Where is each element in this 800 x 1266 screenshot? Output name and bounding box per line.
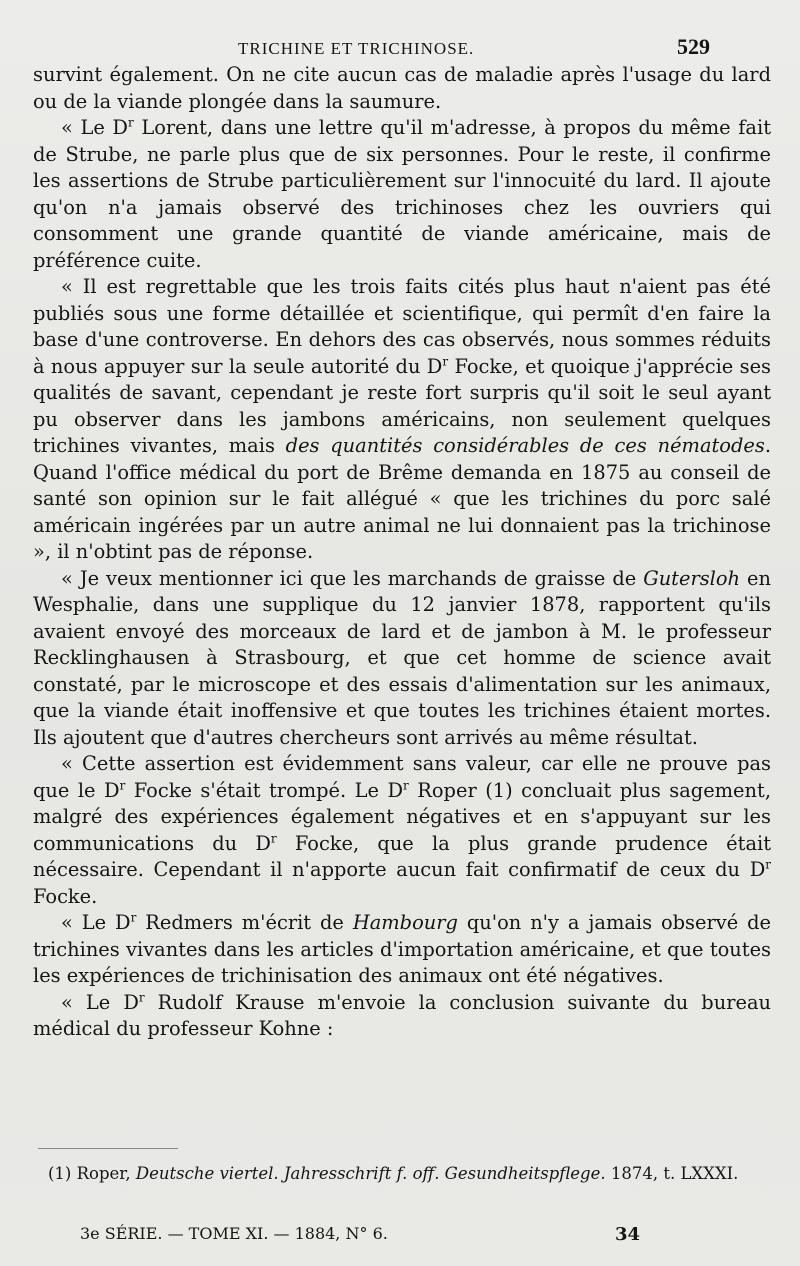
text-run: 1874, t. LXXXI. [605, 1164, 739, 1183]
superscript: r [403, 778, 409, 793]
superscript: r [119, 778, 126, 793]
body-text [33, 62, 771, 1043]
text-run: « Il est regrettable que les trois faits cités plus haut n'aient pas été publiés sous une forme détaillée et scientifique, qui permît d'en faire la base d'une controverse. En dehors des cas observés, nous sommes réduits à nous appuyer sur la seule autorité du D [33, 275, 771, 378]
footnote [48, 1163, 768, 1185]
footnote-rule [38, 1148, 178, 1149]
text-run: (1) Roper, [48, 1164, 136, 1183]
text-run: qu'on n'y a jamais observé de trichines vivantes dans les articles d'importation américaine, et que toutes les expériences de trichinisation des animaux ont été négatives. [33, 911, 771, 987]
text-run: . Quand l'office médical du port de Brême demanda en 1875 au conseil de santé son opinion sur le fait allégué « que les trichines du porc salé américain ingérées par un autre animal ne lui donnaient pas la trichinose », il n'obtint pas de réponse. [33, 434, 771, 563]
italic-text: Deutsche viertel. Jahresschrift f. off. Gesundheitspflege. [135, 1164, 606, 1183]
text-run: Focke s'était trompé. Le D [125, 778, 404, 802]
signature-line [80, 1224, 740, 1245]
superscript: r [138, 990, 145, 1005]
superscript: r [130, 910, 137, 925]
superscript: r [442, 354, 449, 369]
superscript: r [270, 831, 277, 846]
text-run: en Wesphalie, dans une supplique du 12 janvier 1878, rapportent qu'ils avaient envoyé des morceaux de lard et de jambon à M. le professeur Recklinghausen à Strasbourg, et que cet homme de science avait constaté, par le microscope et des essais d'alimentation sur les animaux, que la viande était inoffensive et que toutes les trichines étaient mortes. Ils ajoutent que d'autres chercheurs sont arrivés au même résultat. [33, 566, 771, 749]
text-run: Redmers m'écrit de [136, 911, 353, 934]
paragraph [33, 115, 771, 274]
paragraph [33, 62, 771, 115]
text-run: « Le D [61, 990, 139, 1014]
italic-text: des quantités considérables de ces nématodes [285, 434, 765, 457]
italic-text: Hambourg [352, 911, 458, 934]
paragraph [33, 274, 771, 566]
paragraph [33, 990, 771, 1043]
sheet-number: 34 [614, 1224, 640, 1245]
text-run: « Cette assertion est évidemment sans valeur, car elle ne prouve pas que le D [33, 752, 771, 802]
running-head [38, 34, 710, 60]
signature-text: 3e SÉRIE. — TOME XI. — 1884, N° 6. [80, 1224, 388, 1243]
text-run: « Je veux mentionner ici que les marchands de graisse de [61, 566, 644, 590]
text-run: « Le D [61, 911, 131, 934]
page-number: 529 [677, 34, 710, 59]
text-run: Focke. [33, 884, 98, 908]
text-run: survint également. On ne cite aucun cas de maladie après l'usage du lard ou de la viande plongée dans la saumure. [33, 63, 771, 113]
italic-text: Gutersloh [643, 566, 741, 590]
text-run: Rudolf Krause m'envoie la conclusion suivante du bureau médical du professeur Kohne : [33, 990, 771, 1040]
text-run: Roper (1) concluait plus sagement, malgré des expériences également négatives et en s'appuyant sur les communications du D [33, 778, 771, 855]
text-run: Focke, que la plus grande prudence était nécessaire. Cependant il n'apporte aucun fait confirmatif de ceux du D [33, 831, 771, 881]
text-run: Focke, et quoique j'apprécie ses qualités de savant, cependant je reste fort surpris qu'il soit le seul ayant pu observer dans les jambons américains, non seulement quelques trichines vivantes, mais [33, 354, 771, 457]
text-run: Lorent, dans une lettre qu'il m'adresse, à propos du même fait de Strube, ne parle plus que de six personnes. Pour le reste, il confirme les assertions de Strube particulièrement sur l'innocuité du lard. Il ajoute qu'on n'a jamais observé des trichinoses chez les ouvriers qui consomment une grande quantité de viande américaine, mais de préférence cuite. [33, 116, 771, 272]
paragraph [33, 751, 771, 910]
superscript: r [765, 857, 771, 872]
superscript: r [127, 115, 134, 130]
paragraph [33, 910, 771, 990]
paragraph [33, 566, 771, 752]
running-title: TRICHINE ET TRICHINOSE. [238, 39, 475, 58]
text-run: « Le D [61, 116, 128, 139]
